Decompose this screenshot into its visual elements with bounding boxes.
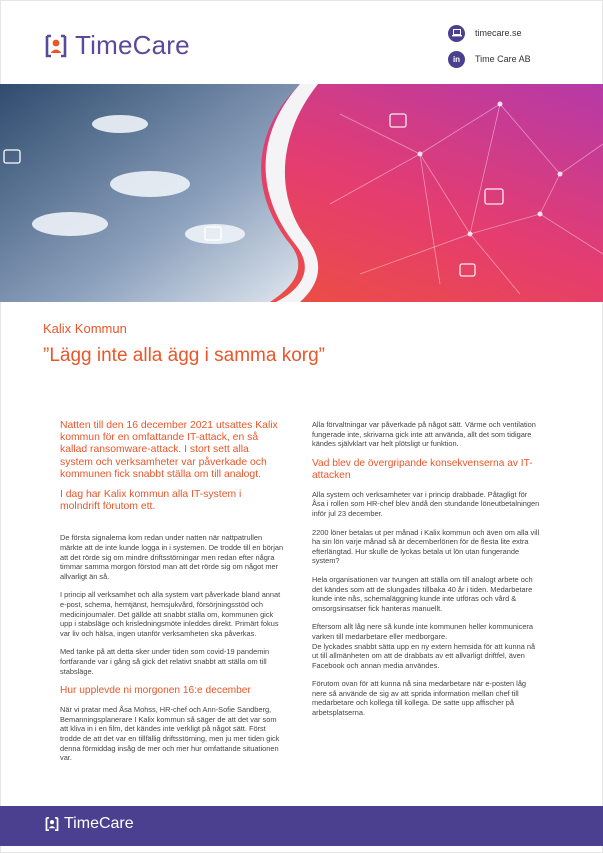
right-column — [312, 420, 542, 727]
lead-paragraph-2: I dag har Kalix kommun alla IT-system i molndrift förutom ett. — [60, 489, 242, 513]
footer-logo-icon — [44, 816, 60, 832]
section-heading: Hur upplevde ni morgonen 16:e december — [60, 685, 251, 697]
left-column — [60, 420, 284, 772]
body-paragraph: 2200 löner betalas ut per månad i Kalix kommun och även om alla vill ha sin lön varje månad så är decemberlönen för de flesta lite extra efterlängtad. Hur skulle de lyckas betala ut lön utan fungerande system? — [312, 527, 540, 566]
footer-logo-text: TimeCare — [64, 815, 134, 832]
body-paragraph: I princip all verksamhet och alla system vart påverkade bland annat e-post, schema, hemtjänst, hemsjukvård, försörjningsstöd och medicinjournaler. Det gällde att snabbt ställa om, kommunen gick upp i stabsläge och krisledningsmöte inleddes direkt. Primärt fokus var liv och hälsa, ingen utanför verksamheten ska påverkas. — [60, 590, 281, 638]
body-paragraph: De första signalerna kom redan under natten när nattpatrullen märkte att de inte kunde logga in i systemen. De trodde till en början att det rörde sig om mindre driftsstörningar men redan efter några timmar samma morgon förstod man att det rörde sig om något mer allvarligt än så. — [60, 533, 284, 581]
timecare-logo-icon — [43, 33, 69, 59]
body-paragraph: Förutom ovan för att kunna nå sina medarbetare när e-posten låg nere så använde de sig av att sprida information mellan chef till medarbetare och kollega till kollega. De satte upp affischer på arbetsplatserna. — [312, 679, 527, 718]
section-heading: Vad blev de övergripande konsekvenserna av IT-attacken — [312, 457, 533, 481]
article-kicker: Kalix Kommun — [43, 321, 127, 336]
hero-image — [0, 84, 603, 302]
footer-bar — [0, 806, 603, 846]
body-paragraph: När vi pratar med Åsa Mohss, HR-chef och Ann-Sofie Sandberg, Bemanningsplanerare I Kalix kommun så säger de att det var som att kliva in i en film, det kändes inte verkligt på något sätt. Först trodde de att det var en tillfällig driftsstörning, men ju mer tiden gick denna förmiddag insåg de mer och mer hur omfattande situationen var. — [60, 705, 280, 763]
linkedin-link[interactable] — [448, 50, 531, 68]
laptop-icon — [448, 25, 465, 42]
logo-text: TimeCare — [75, 30, 190, 60]
body-paragraph: Eftersom allt låg nere så kunde inte kommunen heller kommunicera varken till medarbetare eller medborgare. — [312, 622, 534, 641]
website-text: timecare.se — [475, 28, 522, 38]
body-paragraph: Med tanke på att detta sker under tiden som covid-19 pandemin fortfarande var i gång så gick det relativt snabbt att ställa om till stabsläge. — [60, 647, 270, 676]
linkedin-icon: in — [448, 51, 465, 68]
body-paragraph: Hela organisationen var tvungen att ställa om till analogt arbete och det kändes som att de slungades tillbaka 40 år i tiden. Medarbetare kunde inte nås, schemaläggning kunde inte utföras och vård & omsorgsinsatser fick hanteras manuellt. — [312, 574, 533, 613]
contact-links — [448, 24, 531, 76]
footer-logo[interactable] — [44, 815, 134, 833]
website-link[interactable] — [448, 24, 531, 42]
linkedin-text: Time Care AB — [475, 54, 531, 64]
body-paragraph: Alla system och verksamheter var i princip drabbade. Påtagligt för Åsa i rollen som HR-chef blev ändå den stundande löneutbetalningen inför jul 23 december. — [312, 489, 540, 518]
body-paragraph: Alla förvaltningar var påverkade på något sätt. Värme och ventilation fungerade inte, skrivarna gick inte att använda, allt det som tidigare kändes självklart var helt plötsligt ur funktion. — [312, 420, 536, 449]
article-headline: ”Lägg inte alla ägg i samma korg” — [43, 345, 325, 366]
timecare-logo[interactable] — [43, 30, 190, 61]
body-paragraph: De lyckades snabbt sätta upp en ny extern hemsida för att kunna nå ut till allmänheten om att de drabbats av ett allvarligt driftfel, även Facebook och annan media användes. — [312, 641, 536, 670]
lead-paragraph: Natten till den 16 december 2021 utsattes Kalix kommun för en omfattande IT-attack, en så kallad ransomware-attack. I stort sett alla system och verksamheter var påverkade och kommunen fick snabbt ställa om till analogt. — [60, 420, 278, 480]
